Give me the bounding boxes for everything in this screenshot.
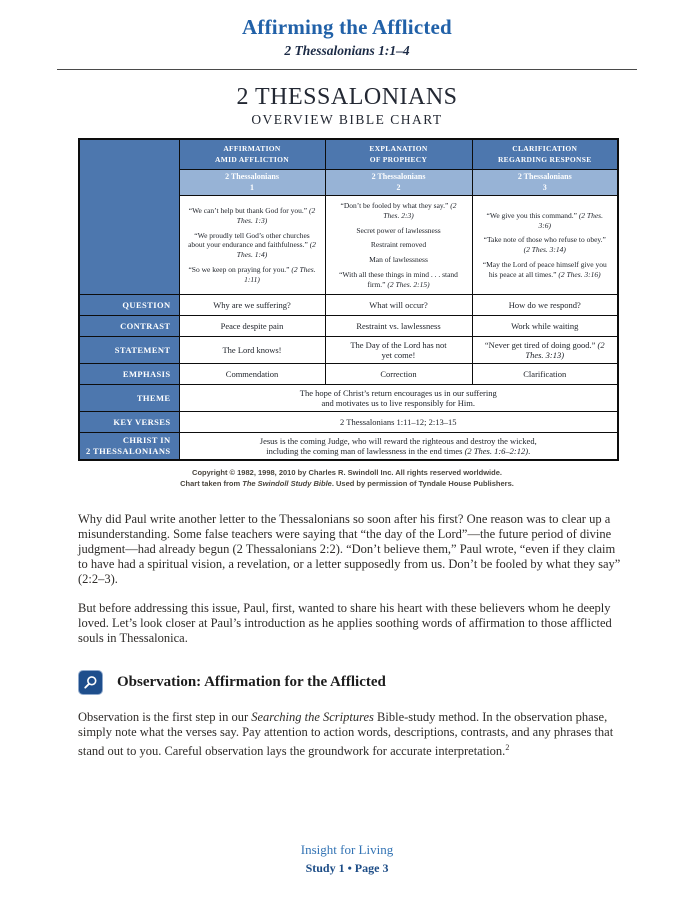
- row-label-contrast: CONTRAST: [79, 316, 179, 337]
- quotes-cell-chapter1: [179, 196, 325, 295]
- christ-in-row: [79, 433, 618, 461]
- footer-ministry-name: Insight for Living: [300, 841, 394, 857]
- page-title: Affirming the Afflicted: [242, 15, 452, 39]
- contrast-cell-1: Peace despite pain: [179, 316, 325, 337]
- page-footer: [0, 840, 694, 878]
- key-verses-cell: 2 Thessalonians 1:11–12; 2:13–15: [179, 412, 618, 433]
- chapter-cell-1: 2 Thessalonians 1: [179, 170, 325, 196]
- question-cell-3: How do we respond?: [472, 295, 618, 316]
- statement-row: [79, 337, 618, 364]
- statement-cell-3: “Never get tired of doing good.” (2 Thes. 3:13): [472, 337, 618, 364]
- quote-item: “We can’t help but thank God for you.” (2 Thes. 1:3): [188, 206, 316, 225]
- chart-subtitle: OVERVIEW BIBLE CHART: [251, 112, 443, 127]
- section-title: Observation: Affirmation for the Afflicted: [117, 674, 386, 691]
- chart-copyright: [0, 468, 694, 490]
- chart-title: 2 THESSALONIANS: [236, 84, 458, 110]
- question-row: [79, 295, 618, 316]
- body-paragraph-1: Why did Paul write another letter to the Thessalonians so soon after his first? One reason was to clear up a misunderstanding. Some false teachers were saying that “the day of the Lord”—the future period of divine judgment—had already begun (2 Thessalonians 2:2). “Don’t believe them,” Paul wrote, “even if they claim to have had a spiritual vision, a revelation, or a letter supposedly from us. Don’t be fooled by what they say” (2:2–3).: [78, 512, 621, 587]
- quote-item: “May the Lord of peace himself give you his peace at all times.” (2 Thes. 3:16): [482, 259, 607, 279]
- overview-bible-chart-table: [78, 138, 619, 461]
- quote-item: “We give you this command.” (2 Thes. 3:6): [486, 210, 603, 230]
- copyright-line-2: Chart taken from The Swindoll Study Bible. Used by permission of Tyndale House Publishers.: [180, 479, 514, 489]
- question-cell-1: Why are we suffering?: [179, 295, 325, 316]
- chart-heading: [0, 84, 694, 128]
- header-divider: [57, 69, 637, 70]
- column-header-row: [79, 139, 618, 170]
- observation-section-heading: [78, 670, 694, 695]
- contrast-cell-2: Restraint vs. lawlessness: [325, 316, 472, 337]
- contrast-row: [79, 316, 618, 337]
- contrast-cell-3: Work while waiting: [472, 316, 618, 337]
- row-label-statement: STATEMENT: [79, 337, 179, 364]
- document-header: [0, 0, 694, 70]
- quotes-cell-chapter3: [472, 196, 618, 295]
- emphasis-cell-1: Commendation: [179, 364, 325, 385]
- question-cell-2: What will occur?: [325, 295, 472, 316]
- quote-item: “Don’t be fooled by what they say.” (2 Thes. 2:3): [340, 201, 457, 220]
- theme-row: [79, 385, 618, 412]
- row-label-key-verses: KEY VERSES: [79, 412, 179, 433]
- row-label-christ-in: CHRIST IN 2 THESSALONIANS: [79, 433, 179, 461]
- column-header-affirmation: AFFIRMATION AMID AFFLICTION: [179, 139, 325, 170]
- quote-item: “Take note of those who refuse to obey.” (2 Thes. 3:14): [483, 235, 606, 255]
- christ-in-cell: Jesus is the coming Judge, who will reward the righteous and destroy the wicked, including the coming man of lawlessness in the end times (2 Thes. 1:6–2:12).: [179, 433, 618, 461]
- copyright-line-1: Copyright © 1982, 1998, 2010 by Charles R. Swindoll Inc. All rights reserved worldwide.: [192, 468, 502, 478]
- chapter-cell-2: 2 Thessalonians 2: [325, 170, 472, 196]
- quote-item: Man of lawlessness: [369, 255, 428, 264]
- column-header-explanation: EXPLANATION OF PROPHECY: [325, 139, 472, 170]
- theme-cell: The hope of Christ’s return encourages us in our suffering and motivates us to live responsibly for Him.: [179, 385, 618, 412]
- quote-item: “So we keep on praying for you.” (2 Thes. 1:11): [188, 264, 316, 284]
- row-label-theme: THEME: [79, 385, 179, 412]
- body-paragraph-3: Observation is the first step in our Searching the Scriptures Bible-study method. In the observation phase, simply note what the verses say. Pay attention to action words, descriptions, contrasts, and any phrases that stand out to you. Careful observation lays the groundwork for accurate interpretation.$^2$: [78, 710, 614, 759]
- quote-item: “With all these things in mind . . . stand firm.” (2 Thes. 2:15): [339, 269, 458, 289]
- page-subtitle: 2 Thessalonians 1:1–4: [284, 43, 410, 58]
- quote-item: “We proudly tell God’s other churches about your endurance and faithfulness.” (2 Thes. 1:4): [188, 230, 316, 259]
- row-label-question: QUESTION: [79, 295, 179, 316]
- quotes-cell-chapter2: [325, 196, 472, 295]
- statement-cell-2: The Day of the Lord has not yet come!: [325, 337, 472, 364]
- row-label-emphasis: EMPHASIS: [79, 364, 179, 385]
- table-corner-cell: [79, 139, 179, 295]
- body-paragraph-2: But before addressing this issue, Paul, first, wanted to share his heart with these believers whom he deeply loved. Let’s look closer at Paul’s introduction as he applies soothing words of affirmation to those afflicted souls in Thessalonica.: [78, 601, 612, 646]
- key-verses-row: [79, 412, 618, 433]
- statement-cell-1: The Lord knows!: [179, 337, 325, 364]
- quote-item: Restraint removed: [370, 240, 427, 250]
- emphasis-cell-2: Correction: [325, 364, 472, 385]
- emphasis-row: [79, 364, 618, 385]
- emphasis-cell-3: Clarification: [472, 364, 618, 385]
- chapter-cell-3: 2 Thessalonians 3: [472, 170, 618, 196]
- column-header-clarification: CLARIFICATION REGARDING RESPONSE: [472, 139, 618, 170]
- footer-study-page: Study 1 • Page 3: [305, 861, 389, 875]
- magnifier-icon: [78, 670, 103, 695]
- quote-item: Secret power of lawlessness: [356, 225, 441, 235]
- footnote-marker: 2: [505, 743, 510, 753]
